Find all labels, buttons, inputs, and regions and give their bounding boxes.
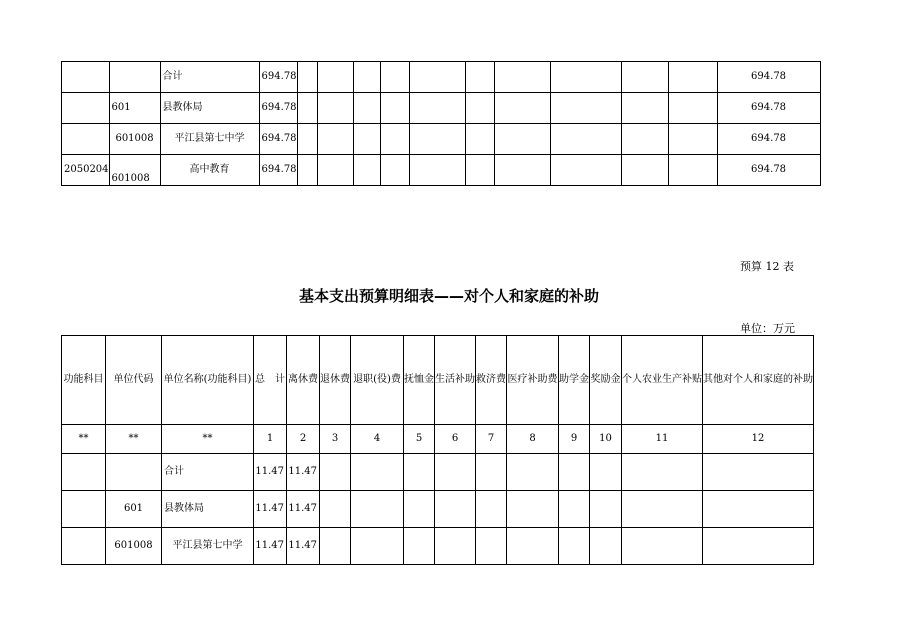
column-header: 单位代码 — [106, 336, 162, 425]
table-row — [62, 454, 814, 491]
last-value-cell: 694.78 — [717, 62, 820, 93]
table-row — [62, 62, 821, 93]
unit-name-cell: 平江县第七中学 — [162, 528, 254, 565]
unit-code-cell: 601008 — [109, 124, 160, 155]
total-cell: 11.47 — [254, 491, 287, 528]
total-cell: 694.78 — [259, 124, 297, 155]
column-header: 单位名称(功能科目) — [162, 336, 254, 425]
index-row — [62, 425, 814, 454]
retired-cell: 11.47 — [287, 454, 320, 491]
column-header: 离休费 — [287, 336, 320, 425]
function-code-cell: 2050204 — [62, 155, 110, 186]
unit-name-cell: 合计 — [160, 62, 259, 93]
index-cell: 12 — [703, 425, 814, 454]
function-code-cell — [62, 454, 106, 491]
function-code-cell — [62, 124, 110, 155]
function-code-cell — [62, 528, 106, 565]
column-header: 功能科目 — [62, 336, 106, 425]
index-cell: 3 — [320, 425, 351, 454]
unit-name-cell: 高中教育 — [160, 155, 259, 186]
index-cell: ** — [106, 425, 162, 454]
column-header: 个人农业生产补贴 — [622, 336, 703, 425]
header-row — [62, 336, 814, 425]
index-cell: ** — [62, 425, 106, 454]
last-value-cell: 694.78 — [717, 124, 820, 155]
total-cell: 694.78 — [259, 93, 297, 124]
table-row — [62, 155, 821, 186]
unit-name-cell: 合计 — [162, 454, 254, 491]
unit-code-cell: 601 — [106, 491, 162, 528]
last-value-cell: 694.78 — [717, 155, 820, 186]
individual-household-subsidy-table — [61, 335, 814, 565]
last-value-cell: 694.78 — [717, 93, 820, 124]
function-code-cell — [62, 491, 106, 528]
unit-name-cell: 县教体局 — [160, 93, 259, 124]
index-cell: 7 — [476, 425, 507, 454]
unit-label: 单位：万元 — [740, 322, 795, 335]
unit-code-cell — [106, 454, 162, 491]
retired-cell: 11.47 — [287, 528, 320, 565]
column-header: 退休费 — [320, 336, 351, 425]
unit-code-cell: 601008 — [109, 155, 160, 186]
index-cell: 11 — [622, 425, 703, 454]
table-number: 预算 12 表 — [740, 260, 794, 273]
table-row — [62, 93, 821, 124]
function-code-cell — [62, 93, 110, 124]
table-row — [62, 124, 821, 155]
column-header: 救济费 — [476, 336, 507, 425]
table-row — [62, 491, 814, 528]
page-title: 基本支出预算明细表——对个人和家庭的补助 — [298, 287, 599, 305]
unit-code-cell: 601 — [109, 93, 160, 124]
index-cell: 9 — [559, 425, 590, 454]
column-header: 退职(役)费 — [351, 336, 404, 425]
top-budget-table — [61, 61, 821, 186]
index-cell: 8 — [507, 425, 559, 454]
index-cell: 4 — [351, 425, 404, 454]
column-header: 抚恤金 — [404, 336, 435, 425]
table-row — [62, 528, 814, 565]
column-header: 医疗补助费 — [507, 336, 559, 425]
index-cell: 2 — [287, 425, 320, 454]
total-cell: 11.47 — [254, 454, 287, 491]
column-header: 其他对个人和家庭的补助 — [703, 336, 814, 425]
column-header: 总 计 — [254, 336, 287, 425]
total-cell: 11.47 — [254, 528, 287, 565]
unit-code-cell: 601008 — [106, 528, 162, 565]
index-cell: 6 — [435, 425, 476, 454]
total-cell: 694.78 — [259, 155, 297, 186]
column-header: 奖励金 — [590, 336, 622, 425]
unit-name-cell: 县教体局 — [162, 491, 254, 528]
column-header: 助学金 — [559, 336, 590, 425]
unit-code-cell — [109, 62, 160, 93]
index-cell: 10 — [590, 425, 622, 454]
unit-name-cell: 平江县第七中学 — [160, 124, 259, 155]
function-code-cell — [62, 62, 110, 93]
total-cell: 694.78 — [259, 62, 297, 93]
column-header: 生活补助 — [435, 336, 476, 425]
index-cell: ** — [162, 425, 254, 454]
index-cell: 1 — [254, 425, 287, 454]
index-cell: 5 — [404, 425, 435, 454]
retired-cell: 11.47 — [287, 491, 320, 528]
